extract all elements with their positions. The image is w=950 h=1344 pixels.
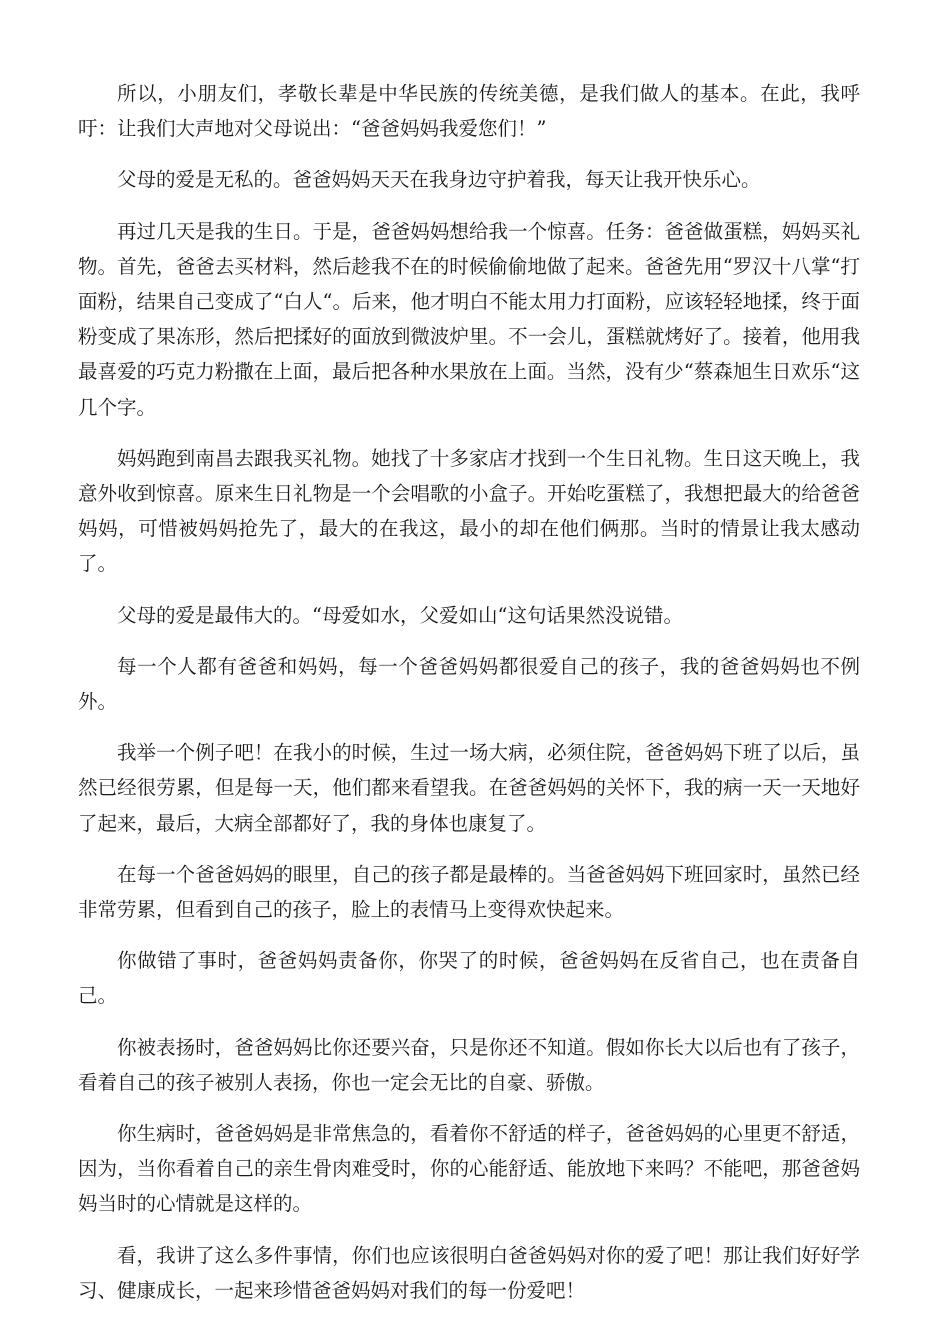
paragraph-9: 你做错了事时，爸爸妈妈责备你，你哭了的时候，爸爸妈妈在反省自己，也在责备自己。 (78, 949, 860, 1008)
paragraph-3: 再过几天是我的生日。于是，爸爸妈妈想给我一个惊喜。任务：爸爸做蛋糕，妈妈买礼物。首先，爸爸去买材料，然后趁我不在的时候偷偷地做了起来。爸爸先用“罗汉十八掌“打面粉，结果自己变成了“白人“。后来，他才明白不能太用力打面粉，应该轻轻地揉，终于面粉变成了果冻形，然后把揉好的面放到微波炉里。不一会儿，蛋糕就烤好了。接着，他用我最喜爱的巧克力粉撒在上面，最后把各种水果放在上面。当然，没有少“蔡森旭生日欢乐“这几个字。 (78, 219, 860, 419)
paragraph-5: 父母的爱是最伟大的。“母爱如水，父爱如山“这句话果然没说错。 (117, 603, 683, 627)
paragraph-8: 在每一个爸爸妈妈的眼里，自己的孩子都是最棒的。当爸爸妈妈下班回家时，虽然已经非常劳累，但看到自己的孩子，脸上的表情马上变得欢快起来。 (78, 862, 860, 922)
paragraph-2: 父母的爱是无私的。爸爸妈妈天天在我身边守护着我，每天让我开快乐心。 (117, 168, 761, 192)
paragraph-12: 看，我讲了这么多件事情，你们也应该很明白爸爸妈妈对你的爱了吧！那让我们好好学习、健康成长，一起来珍惜爸爸妈妈对我们的每一份爱吧！ (78, 1243, 860, 1302)
paragraph-4: 妈妈跑到南昌去跟我买礼物。她找了十多家店才找到一个生日礼物。生日这天晚上，我意外收到惊喜。原来生日礼物是一个会唱歌的小盒子。开始吃蛋糕了，我想把最大的给爸爸妈妈，可惜被妈妈抢先了，最大的在我这，最小的却在他们俩那。当时的情景让我太感动了。 (78, 446, 860, 576)
paragraph-7: 我举一个例子吧！在我小的时候，生过一场大病，必须住院，爸爸妈妈下班了以后，虽然已经很劳累，但是每一天，他们都来看望我。在爸爸妈妈的关怀下，我的病一天一天地好了起来，最后，大病全部都好了，我的身体也康复了。 (78, 741, 860, 835)
paragraph-6: 每一个人都有爸爸和妈妈，每一个爸爸妈妈都很爱自己的孩子，我的爸爸妈妈也不例外。 (78, 654, 860, 714)
paragraph-10: 你被表扬时，爸爸妈妈比你还要兴奋，只是你还不知道。假如你长大以后也有了孩子，看着自己的孩子被别人表扬，你也一定会无比的自豪、骄傲。 (78, 1035, 860, 1094)
paragraph-1: 所以，小朋友们，孝敬长辈是中华民族的传统美德，是我们做人的基本。在此，我呼吁：让我们大声地对父母说出：“爸爸妈妈我爱您们！” (78, 82, 860, 141)
document-body (78, 76, 860, 1324)
paragraph-11: 你生病时，爸爸妈妈是非常焦急的，看着你不舒适的样子，爸爸妈妈的心里更不舒适，因为，当你看着自己的亲生骨肉难受时，你的心能舒适、能放地下来吗？不能吧，那爸爸妈妈当时的心情就是这样的。 (78, 1122, 860, 1216)
